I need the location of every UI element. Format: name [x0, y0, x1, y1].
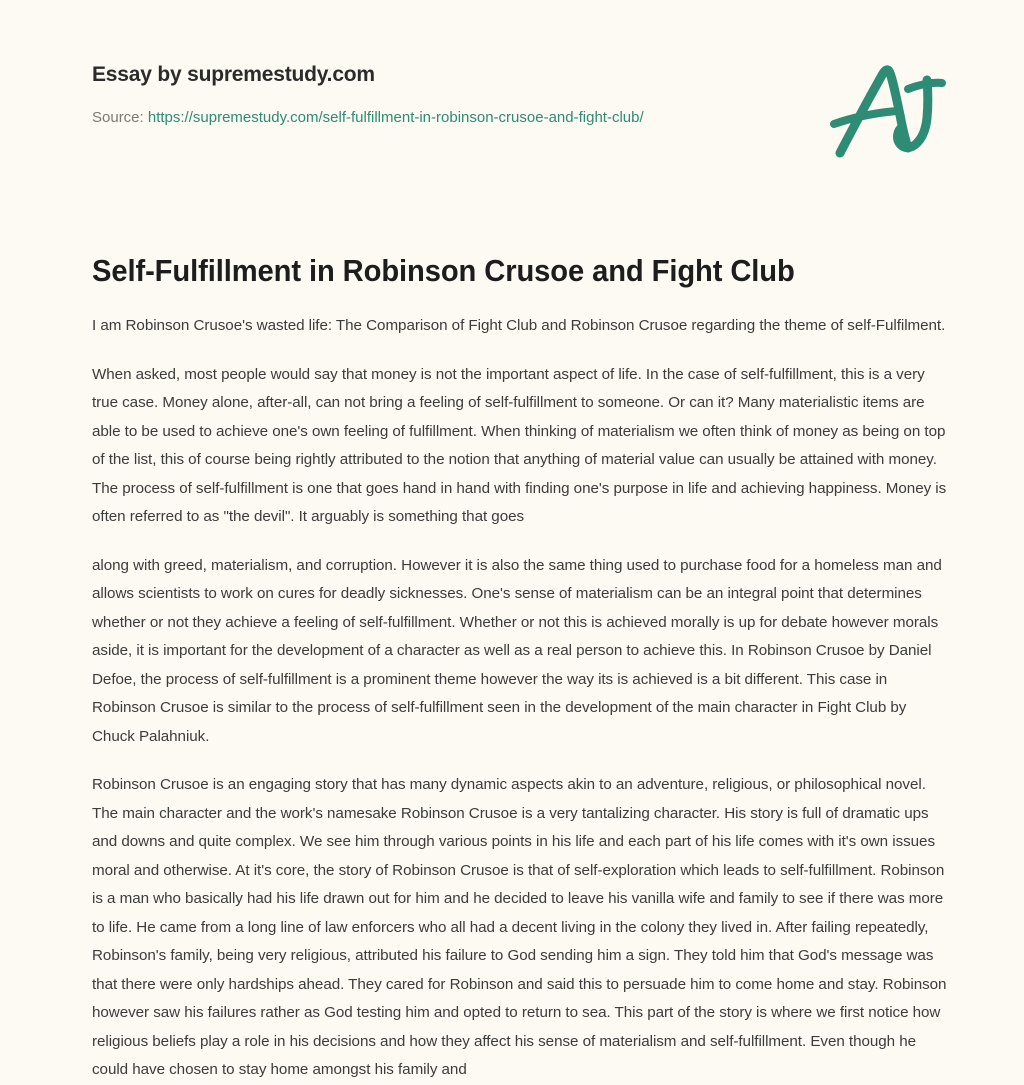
- a-plus-logo: [824, 52, 950, 170]
- paragraph: When asked, most people would say that money is not the important aspect of life. In the case of self-fulfillment, this is a very true case. Money alone, after-all, can not bring a feeling of self-fulfillment to someone. Or can it? Many materialistic items are able to be used to achieve one's own feeling of fulfillment. When thinking of materialism we often think of money as being on top of the list, this of course being rightly attributed to the notion that anything of material value can usually be attained with money. The process of self-fulfillment is one that goes hand in hand with finding one's purpose in life and achieving happiness. Money is often referred to as "the devil". It arguably is something that goes: [92, 365, 947, 525]
- paragraph: along with greed, materialism, and corruption. However it is also the same thing used to purchase food for a homeless man and allows scientists to work on cures for deadly sicknesses. One's sense of materialism can be an integral point that determines whether or not they achieve a feeling of self-fulfillment. Whether or not this is achieved morally is up for debate however morals aside, it is important for the development of a character as well as a real person to achieve this. In Robinson Crusoe by Daniel Defoe, the process of self-fulfillment is a prominent theme however the way its is achieved is a bit different. This case in Robinson Crusoe is similar to the process of self-fulfillment seen in the development of the main character in Fight Club by Chuck Palahniuk.: [92, 556, 942, 745]
- source-label: Source:: [92, 109, 144, 126]
- byline: Essay by supremestudy.com: [92, 63, 375, 86]
- paragraph: Robinson Crusoe is an engaging story that has many dynamic aspects akin to an adventure, religious, or philosophical novel. The main character and the work's namesake Robinson Crusoe is a very tantalizing character. His story is full of dramatic ups and downs and quite complex. We see him through various points in his life and each part of his life comes with it's own issues moral and otherwise. At it's core, the story of Robinson Crusoe is that of self-exploration which leads to self-fulfillment. Robinson is a man who basically had his life drawn out for him and he decided to leave his vanilla wife and family to see if there was more to life. He came from a long line of law enforcers who all had a decent living in the colony they lived in. After failing repeatedly, Robinson's family, being very religious, attributed his failure to God sending him a sign. They told him that God's message was that there were only hardships ahead. They cared for Robinson and said this to persuade him to come home and stay. Robinson however saw his failures rather as God testing him and opted to return to sea. This part of the story is where we first notice how religious beliefs play a role in his decisions and how they affect his sense of materialism and self-fulfillment. Even though he could have chosen to stay home amongst his family and: [92, 776, 947, 1078]
- page-header: [92, 62, 952, 172]
- source-line: [92, 108, 952, 128]
- essay-body: [92, 312, 952, 1085]
- source-url-link[interactable]: https://supremestudy.com/self-fulfillment-in-robinson-crusoe-and-fight-club/: [147, 109, 644, 126]
- page-title: Self-Fulfillment in Robinson Crusoe and Fight Club: [92, 253, 795, 288]
- paragraph: I am Robinson Crusoe's wasted life: The Comparison of Fight Club and Robinson Crusoe regarding the theme of self-Fulfilment.: [92, 317, 946, 334]
